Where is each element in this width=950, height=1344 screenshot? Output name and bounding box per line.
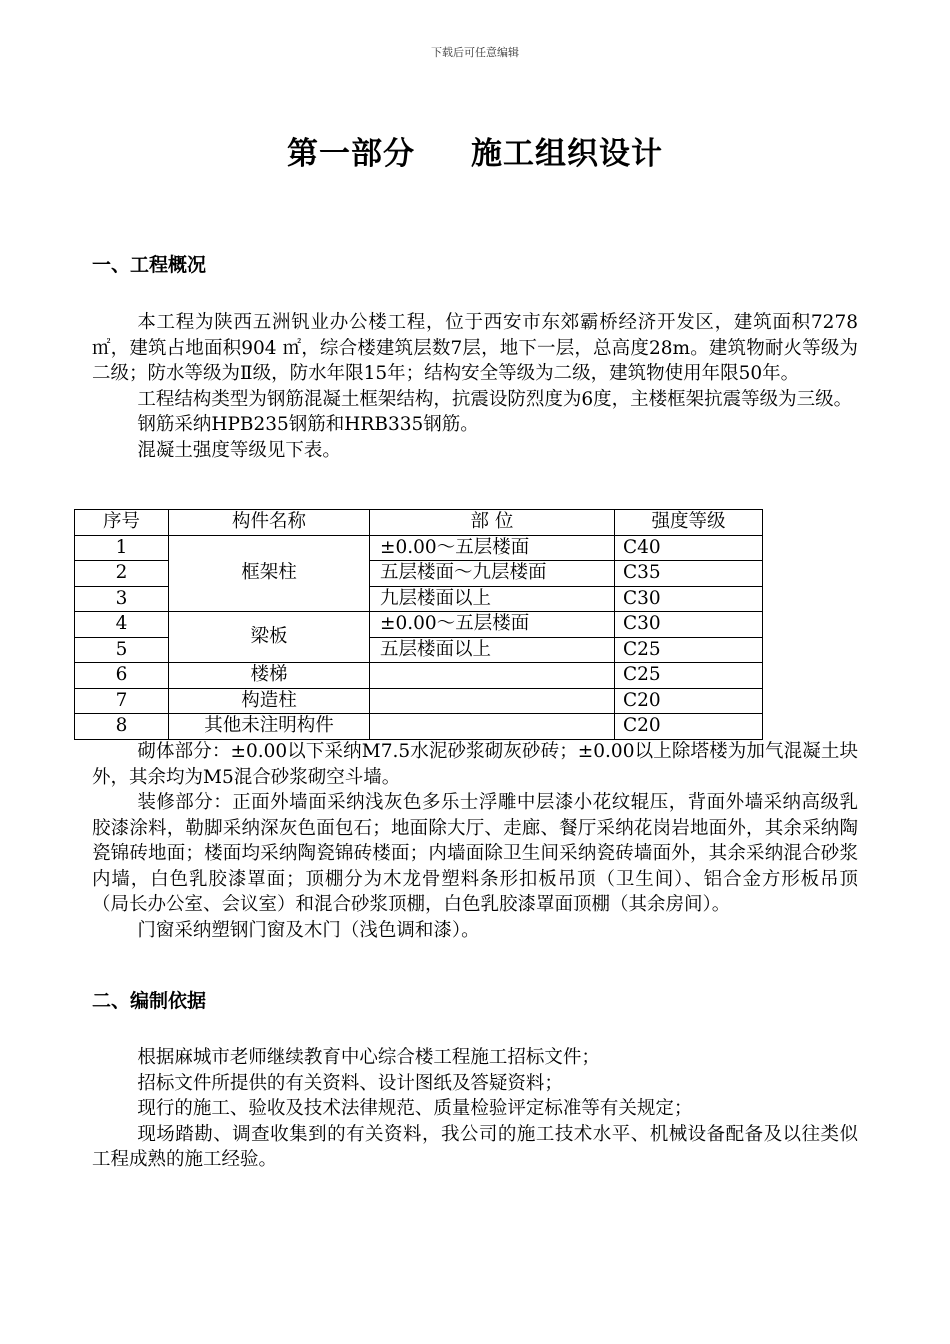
basis-paragraph: 根据麻城市老师继续教育中心综合楼工程施工招标文件； (137, 1047, 600, 1068)
page-title (0, 128, 950, 173)
table-row (75, 663, 763, 689)
row-grade: C20 (615, 714, 763, 740)
row-location: ±0.00～五层楼面 (370, 612, 615, 638)
overview-paragraph: 工程结构类型为钢筋混凝土框架结构，抗震设防烈度为6度，主楼框架抗震等级为三级。 (137, 388, 853, 410)
row-location (370, 688, 615, 714)
member-frame-column: 框架柱 (169, 535, 370, 612)
row-grade: C35 (615, 561, 763, 587)
row-no: 7 (75, 688, 169, 714)
header-member: 构件名称 (169, 510, 370, 536)
row-no: 6 (75, 663, 169, 689)
section-heading-overview: 一、工程概况 (92, 254, 207, 276)
member-beam-slab: 梁板 (169, 612, 370, 663)
concrete-grade-table (74, 509, 763, 740)
row-location: 九层楼面以上 (370, 586, 615, 612)
basis-paragraph: 招标文件所提供的有关资料、设计图纸及答疑资料； (137, 1072, 563, 1094)
table-row (75, 714, 763, 740)
overview-paragraph: 钢筋采纳HPB235钢筋和HRB335钢筋。 (137, 414, 479, 435)
member-structural-column: 构造柱 (169, 688, 370, 714)
row-grade: C25 (615, 663, 763, 689)
member-other: 其他未注明构件 (169, 714, 370, 740)
table-header-row (75, 510, 763, 536)
basis-paragraph: 现场踏勘、调查收集到的有关资料，我公司的施工技术水平、机械设备配备及以往类似工程成熟的施工经验。 (92, 1123, 858, 1170)
header-no: 序号 (75, 510, 169, 536)
row-grade: C30 (615, 586, 763, 612)
download-watermark: 下载后可任意编辑 (431, 46, 519, 59)
row-grade: C30 (615, 612, 763, 638)
title-part: 第一部分 (287, 136, 415, 172)
row-location (370, 663, 615, 689)
table-row (75, 535, 763, 561)
row-no: 3 (75, 586, 169, 612)
section-heading-basis: 二、编制依据 (92, 990, 207, 1012)
basis-paragraphs (92, 1045, 858, 1173)
member-stairs: 楼梯 (169, 663, 370, 689)
overview-paragraphs (92, 310, 858, 463)
row-location (370, 714, 615, 740)
row-grade: C20 (615, 688, 763, 714)
decoration-paragraph: 装修部分：正面外墙面采纳浅灰色多乐士浮雕中层漆小花纹辊压，背面外墙采纳高级乳胶漆涂料，勒脚采纳深灰色面包石；地面除大厅、走廊、餐厅采纳花岗岩地面外，其余采纳陶瓷锦砖地面；楼面均采纳陶瓷锦砖楼面；内墙面除卫生间采纳瓷砖墙面外，其余采纳混合砂浆内墙，白色乳胶漆罩面；顶棚分为木龙骨塑料条形扣板吊顶（卫生间）、铝合金方形板吊顶（局长办公室、会议室）和混合砂浆顶棚，白色乳胶漆罩面顶棚（其余房间）。 (92, 792, 858, 915)
row-no: 8 (75, 714, 169, 740)
masonry-paragraph: 砌体部分：±0.00以下采纳M7.5水泥砂浆砌灰砂砖；±0.00以上除塔楼为加气混凝土块外，其余均为M5混合砂浆砌空斗墙。 (92, 741, 858, 788)
row-no: 2 (75, 561, 169, 587)
table-row (75, 612, 763, 638)
title-name: 施工组织设计 (471, 136, 663, 172)
basis-paragraph: 现行的施工、验收及技术法律规范、质量检验评定标准等有关规定； (137, 1098, 693, 1119)
row-grade: C25 (615, 637, 763, 663)
overview-paragraph: 混凝土强度等级见下表。 (137, 439, 341, 461)
row-location: 五层楼面～九层楼面 (370, 561, 615, 587)
row-no: 4 (75, 612, 169, 638)
row-location: ±0.00～五层楼面 (370, 535, 615, 561)
header-grade: 强度等级 (615, 510, 763, 536)
after-table-paragraphs (92, 739, 858, 943)
row-location: 五层楼面以上 (370, 637, 615, 663)
overview-paragraph: 本工程为陕西五洲钒业办公楼工程，位于西安市东郊霸桥经济开发区，建筑面积7278㎡，建筑占地面积904 ㎡，综合楼建筑层数7层，地下一层，总高度28m。建筑物耐火等级为二级；防水等级为Ⅱ级，防水年限15年；结构安全等级为二级，建筑物使用年限50年。 (92, 312, 858, 384)
row-grade: C40 (615, 535, 763, 561)
header-location: 部 位 (370, 510, 615, 536)
table-row (75, 688, 763, 714)
row-no: 5 (75, 637, 169, 663)
row-no: 1 (75, 535, 169, 561)
doors-windows-paragraph: 门窗采纳塑钢门窗及木门（浅色调和漆）。 (137, 919, 480, 941)
